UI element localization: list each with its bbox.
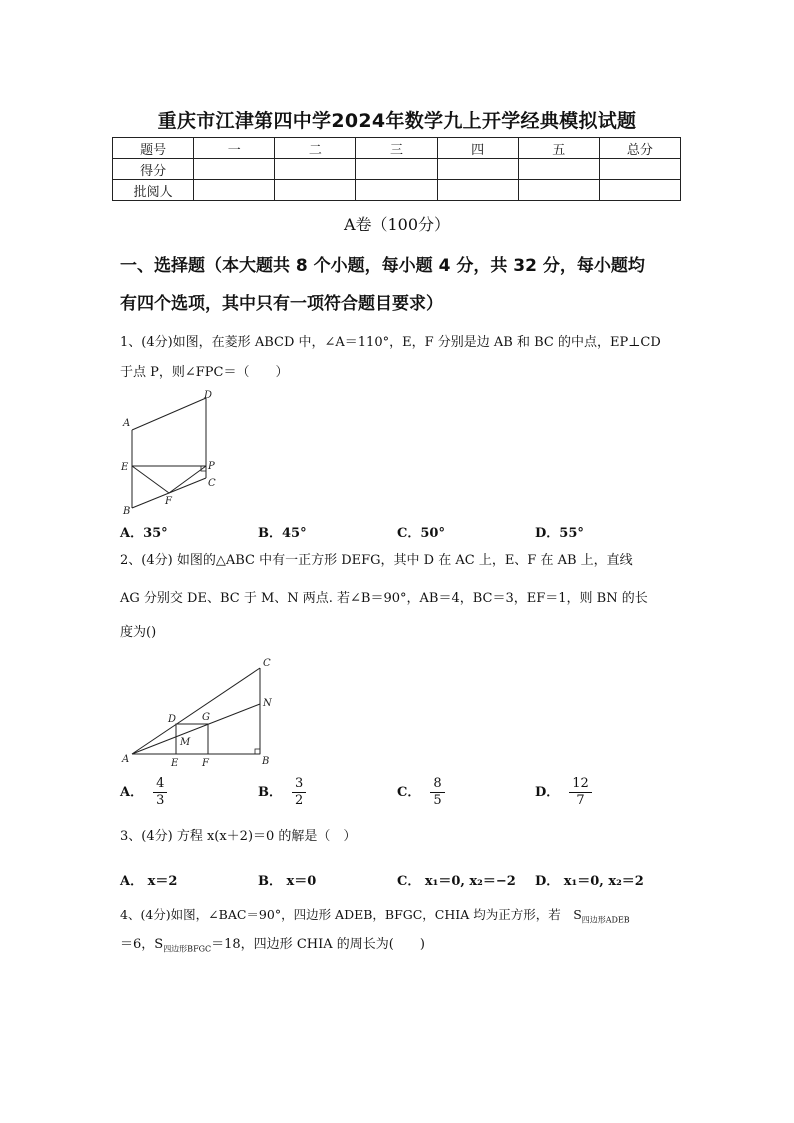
numerator: 8	[430, 776, 444, 793]
grader-cell[interactable]	[194, 180, 275, 201]
q1-option-b[interactable]: B．45°	[258, 526, 307, 541]
header-cell: 一	[194, 138, 275, 159]
q3-option-b[interactable]: B． x＝0	[258, 874, 317, 889]
option-letter: B．	[258, 785, 282, 800]
header-cell: 题号	[113, 138, 194, 159]
numerator: 12	[569, 776, 592, 793]
q4-text-line2	[120, 930, 685, 965]
grader-cell[interactable]	[356, 180, 437, 201]
label-c: C	[208, 478, 216, 489]
label-f: F	[202, 758, 209, 769]
fraction	[292, 776, 306, 809]
q4-line2-subscript: 四边形BFGC	[163, 944, 212, 954]
q4-line1-subscript: 四边形ADEB	[581, 915, 630, 925]
score-table-header-row	[113, 138, 681, 159]
label-f: F	[165, 496, 172, 507]
numerator: 3	[292, 776, 306, 793]
header-cell: 三	[356, 138, 437, 159]
numerator: 4	[153, 776, 167, 793]
label-b: B	[262, 756, 270, 767]
part1-heading-line2: 有四个选项，其中只有一项符合题目要求）	[120, 294, 443, 314]
page-title: 重庆市江津第四中学2024年数学九上开学经典模拟试题	[157, 110, 637, 132]
q2-text-line3: 度为()	[120, 625, 157, 640]
option-letter: D．	[535, 785, 560, 800]
q3-text-line1: 3、(4分) 方程 x(x＋2)＝0 的解是（ ）	[120, 829, 357, 844]
q1-text-line1: 1、(4分)如图，在菱形 ABCD 中，∠A＝110°，E，F 分别是边 AB 和 BC 的中点，EP⊥CD	[120, 335, 661, 350]
denominator: 5	[433, 793, 442, 808]
grader-cell[interactable]	[437, 180, 518, 201]
fraction	[569, 776, 592, 809]
label-a: A	[123, 418, 131, 429]
label-c: C	[263, 658, 271, 669]
part1-heading-line1: 一、选择题（本大题共 8 个小题，每小题 4 分，共 32 分，每小题均	[120, 256, 645, 276]
label-d: D	[168, 714, 177, 725]
denominator: 3	[156, 793, 165, 808]
header-cell: 二	[275, 138, 356, 159]
label-g: G	[202, 712, 210, 723]
option-letter: A．	[120, 785, 144, 800]
q3-option-c[interactable]: C． x₁＝0, x₂＝−2	[397, 874, 516, 889]
score-cell[interactable]	[356, 159, 437, 180]
q2-triangle-figure	[118, 652, 288, 770]
q1-option-d[interactable]: D．55°	[535, 526, 584, 541]
denominator: 7	[576, 793, 585, 808]
grader-cell[interactable]	[599, 180, 680, 201]
q4-line1-text: 4、(4分)如图，∠BAC＝90°，四边形 ADEB，BFGC，CHIA 均为正方形，若 S	[120, 907, 582, 922]
q2-option-b[interactable]	[258, 776, 306, 809]
q1-text-line2: 于点 P，则∠FPC＝（ ）	[120, 365, 289, 380]
score-row	[113, 159, 681, 180]
label-e: E	[121, 462, 129, 473]
score-cell[interactable]	[518, 159, 599, 180]
label-m: M	[180, 737, 191, 748]
header-cell: 五	[518, 138, 599, 159]
score-table	[112, 137, 681, 201]
score-cell[interactable]	[599, 159, 680, 180]
score-cell[interactable]	[437, 159, 518, 180]
denominator: 2	[295, 793, 304, 808]
q1-option-c[interactable]: C．50°	[397, 526, 445, 541]
header-cell: 总分	[599, 138, 680, 159]
label-n: N	[263, 698, 272, 709]
q2-text-line2: AG 分别交 DE、BC 于 M、N 两点. 若∠B＝90°，AB＝4，BC＝3，EF＝1，则 BN 的长	[120, 591, 648, 606]
fraction	[430, 776, 444, 809]
q2-option-a[interactable]	[120, 776, 167, 809]
label-d: D	[204, 390, 213, 401]
grader-cell[interactable]	[275, 180, 356, 201]
section-title: A卷（100分）	[343, 215, 451, 234]
q2-text-line1: 2、(4分) 如图的△ABC 中有一正方形 DEFG，其中 D 在 AC 上，E、F 在 AB 上，直线	[120, 553, 633, 568]
score-cell[interactable]	[194, 159, 275, 180]
q1-rhombus-figure	[118, 388, 228, 516]
label-e: E	[171, 758, 179, 769]
q2-option-d[interactable]	[535, 776, 592, 809]
option-letter: C．	[397, 785, 421, 800]
header-cell: 四	[437, 138, 518, 159]
grader-cell[interactable]	[518, 180, 599, 201]
row-label: 批阅人	[113, 180, 194, 201]
fraction	[153, 776, 167, 809]
label-a: A	[122, 754, 130, 765]
grader-row	[113, 180, 681, 201]
label-b: B	[123, 506, 131, 516]
q4-line2-text-end: ＝18，四边形 CHIA 的周长为( )	[211, 937, 425, 952]
q1-option-a[interactable]: A．35°	[120, 526, 168, 541]
row-label: 得分	[113, 159, 194, 180]
score-cell[interactable]	[275, 159, 356, 180]
q4-line2-text: ＝6，S	[120, 937, 164, 952]
q3-option-a[interactable]: A． x＝2	[120, 874, 178, 889]
label-p: P	[208, 461, 215, 472]
q2-option-c[interactable]	[397, 776, 445, 809]
q3-option-d[interactable]: D． x₁＝0, x₂＝2	[535, 874, 644, 889]
